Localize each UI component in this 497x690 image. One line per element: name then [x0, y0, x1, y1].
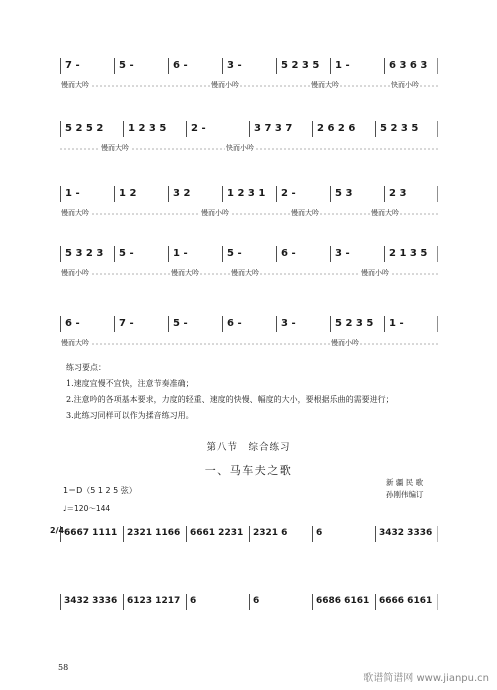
vibrato-annotation: 慢而小吟: [331, 339, 359, 347]
measure-notes: 5 3: [335, 188, 353, 199]
vibrato-annotation: 慢而大吟: [291, 209, 319, 217]
measure-notes: 7 -: [65, 60, 80, 71]
vibrato-annotation: 慢而大吟: [61, 339, 89, 347]
measure-notes: 5 2 5 2: [65, 123, 104, 134]
score-measure: 6: [253, 596, 260, 606]
exercise-line: [60, 240, 438, 288]
vibrato-annotation: 慢而大吟: [311, 81, 339, 89]
measure-notes: 1 -: [335, 60, 350, 71]
measure-notes: 3 2: [173, 188, 191, 199]
measure-notes: 5 -: [119, 248, 134, 259]
measure-notes: 5 2 3 5: [281, 60, 320, 71]
measure-notes: 1 -: [173, 248, 188, 259]
measure-notes: 7 -: [119, 318, 134, 329]
score-measure: 6686 6161: [316, 596, 370, 606]
measure-notes: 3 -: [335, 248, 350, 259]
credit-arranger: 孙刚伟编订: [386, 490, 424, 499]
tip-3: 3.此练习同样可以作为揉音练习用。: [66, 411, 194, 420]
score-measure: 6123 1217: [127, 596, 181, 606]
tip-1: 1.速度宜慢不宜快，注意节奏准确；: [66, 379, 194, 388]
score-measure: 6666 6161: [379, 596, 433, 606]
score-line: [60, 590, 438, 638]
page-number: 58: [58, 663, 69, 672]
vibrato-annotation: 慢而大吟: [61, 81, 89, 89]
measure-notes: 1 2 3 1: [227, 188, 266, 199]
score-measure: 6: [316, 528, 323, 538]
measure-notes: 3 -: [227, 60, 242, 71]
measure-notes: 2 -: [191, 123, 206, 134]
measure-notes: 6 -: [65, 318, 80, 329]
measure-notes: 2 6 2 6: [317, 123, 356, 134]
vibrato-annotation: 慢而小吟: [361, 269, 389, 277]
tip-2: 2.注意吟的各项基本要求，力度的轻重、速度的快慢、幅度的大小，要根据乐曲的需要进行；: [66, 395, 394, 404]
measure-notes: 2 1 3 5: [389, 248, 428, 259]
exercise-line: [60, 180, 438, 228]
watermark: 歌谱简谱网 www.jianpu.cn: [363, 673, 489, 684]
score-measure: 2321 6: [253, 528, 288, 538]
tips-title: 练习要点：: [66, 363, 106, 372]
score-measure: 6: [190, 596, 197, 606]
exercise-line: [60, 52, 438, 100]
vibrato-annotation: 慢而大吟: [101, 144, 129, 152]
measure-notes: 3 7 3 7: [254, 123, 293, 134]
vibrato-annotation: 快而小吟: [391, 81, 419, 89]
measure-notes: 6 3 6 3: [389, 60, 428, 71]
measure-notes: 5 -: [227, 248, 242, 259]
score-measure: 2321 1166: [127, 528, 181, 538]
measure-notes: 5 -: [119, 60, 134, 71]
vibrato-annotation: 慢而大吟: [231, 269, 259, 277]
vibrato-annotation: 慢而大吟: [371, 209, 399, 217]
measure-notes: 5 2 3 5: [335, 318, 374, 329]
score-line: [50, 522, 438, 570]
measure-notes: 5 3 2 3: [65, 248, 104, 259]
measure-notes: 1 2: [119, 188, 137, 199]
score-measure: 6667 1111: [64, 528, 118, 538]
vibrato-annotation: 快而小吟: [226, 144, 254, 152]
vibrato-annotation: 慢而大吟: [171, 269, 199, 277]
measure-notes: 6 -: [173, 60, 188, 71]
time-signature: 2/4: [50, 526, 65, 535]
score-measure: 6661 2231: [190, 528, 244, 538]
measure-notes: 1 -: [65, 188, 80, 199]
vibrato-annotation: 慢而小吟: [201, 209, 229, 217]
measure-notes: 3 -: [281, 318, 296, 329]
section-title: 第八节 综合练习: [206, 442, 291, 453]
measure-notes: 1 -: [389, 318, 404, 329]
credit-origin: 新 疆 民 歌: [386, 478, 424, 487]
vibrato-annotation: 慢而小吟: [211, 81, 239, 89]
vibrato-annotation: 慢而大吟: [61, 209, 89, 217]
measure-notes: 5 -: [173, 318, 188, 329]
tempo-marking: ♩＝120～144: [63, 504, 111, 513]
measure-notes: 1 2 3 5: [128, 123, 167, 134]
vibrato-annotation: 慢而小吟: [61, 269, 89, 277]
score-measure: 3432 3336: [379, 528, 433, 538]
measure-notes: 2 3: [389, 188, 407, 199]
song-title: 一、马车夫之歌: [204, 464, 293, 477]
measure-notes: 2 -: [281, 188, 296, 199]
key-signature: 1＝D（5 1 2 5 弦）: [63, 486, 137, 495]
measure-notes: 6 -: [227, 318, 242, 329]
measure-notes: 6 -: [281, 248, 296, 259]
exercise-line: [60, 115, 438, 163]
measure-notes: 5 2 3 5: [380, 123, 419, 134]
exercise-line: [60, 310, 438, 358]
score-measure: 3432 3336: [64, 596, 118, 606]
